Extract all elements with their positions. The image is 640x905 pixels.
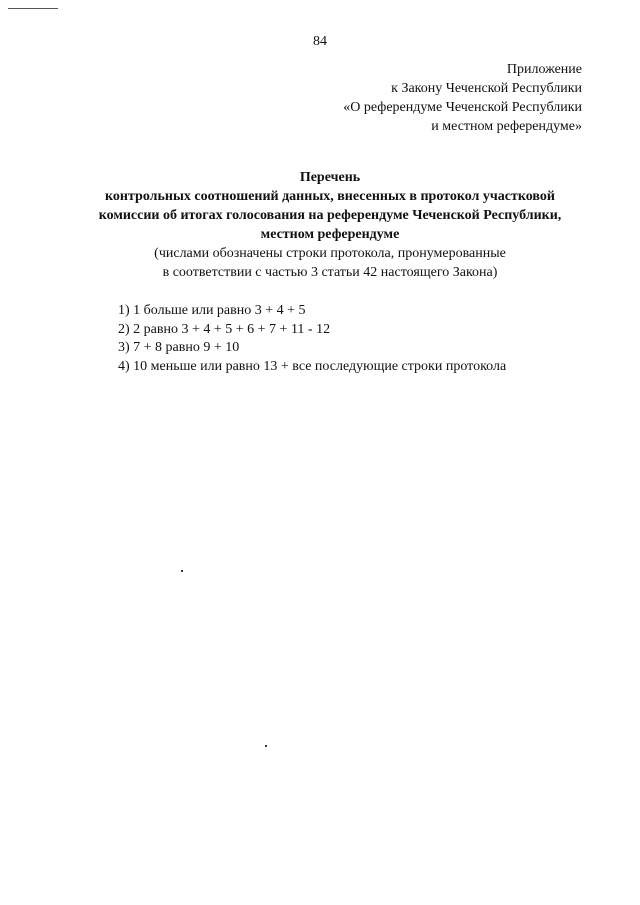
title-note-line: в соответствии с частью 3 статьи 42 настоящего Закона) <box>162 265 498 280</box>
page-number: 84 <box>313 34 327 49</box>
title-line: контрольных соотношений данных, внесенных в протокол участковой <box>105 189 555 204</box>
appendix-line: «О референдуме Чеченской Республики <box>343 100 582 115</box>
list-item: 2) 2 равно 3 + 4 + 5 + 6 + 7 + 11 - 12 <box>118 321 331 337</box>
scan-speck <box>181 570 183 572</box>
appendix-line: Приложение <box>506 62 582 77</box>
control-ratio-list <box>118 302 506 376</box>
title-note-line: (числами обозначены строки протокола, пронумерованные <box>154 246 506 261</box>
appendix-line: и местном референдуме» <box>431 119 582 134</box>
title-line: комиссии об итогах голосования на референдуме Чеченской Республики, <box>98 208 562 223</box>
scan-speck <box>265 745 267 747</box>
list-item: 1) 1 больше или равно 3 + 4 + 5 <box>118 303 306 318</box>
appendix-header <box>343 60 582 136</box>
list-item: 4) 10 меньше или равно 13 + все последующие строки протокола <box>118 358 507 374</box>
document-title <box>40 168 620 282</box>
title-heading: Перечень <box>299 170 361 185</box>
scan-artifact-line <box>8 8 58 9</box>
title-line: местном референдуме <box>260 227 400 242</box>
appendix-line: к Закону Чеченской Республики <box>391 81 582 96</box>
list-item: 3) 7 + 8 равно 9 + 10 <box>118 340 240 355</box>
